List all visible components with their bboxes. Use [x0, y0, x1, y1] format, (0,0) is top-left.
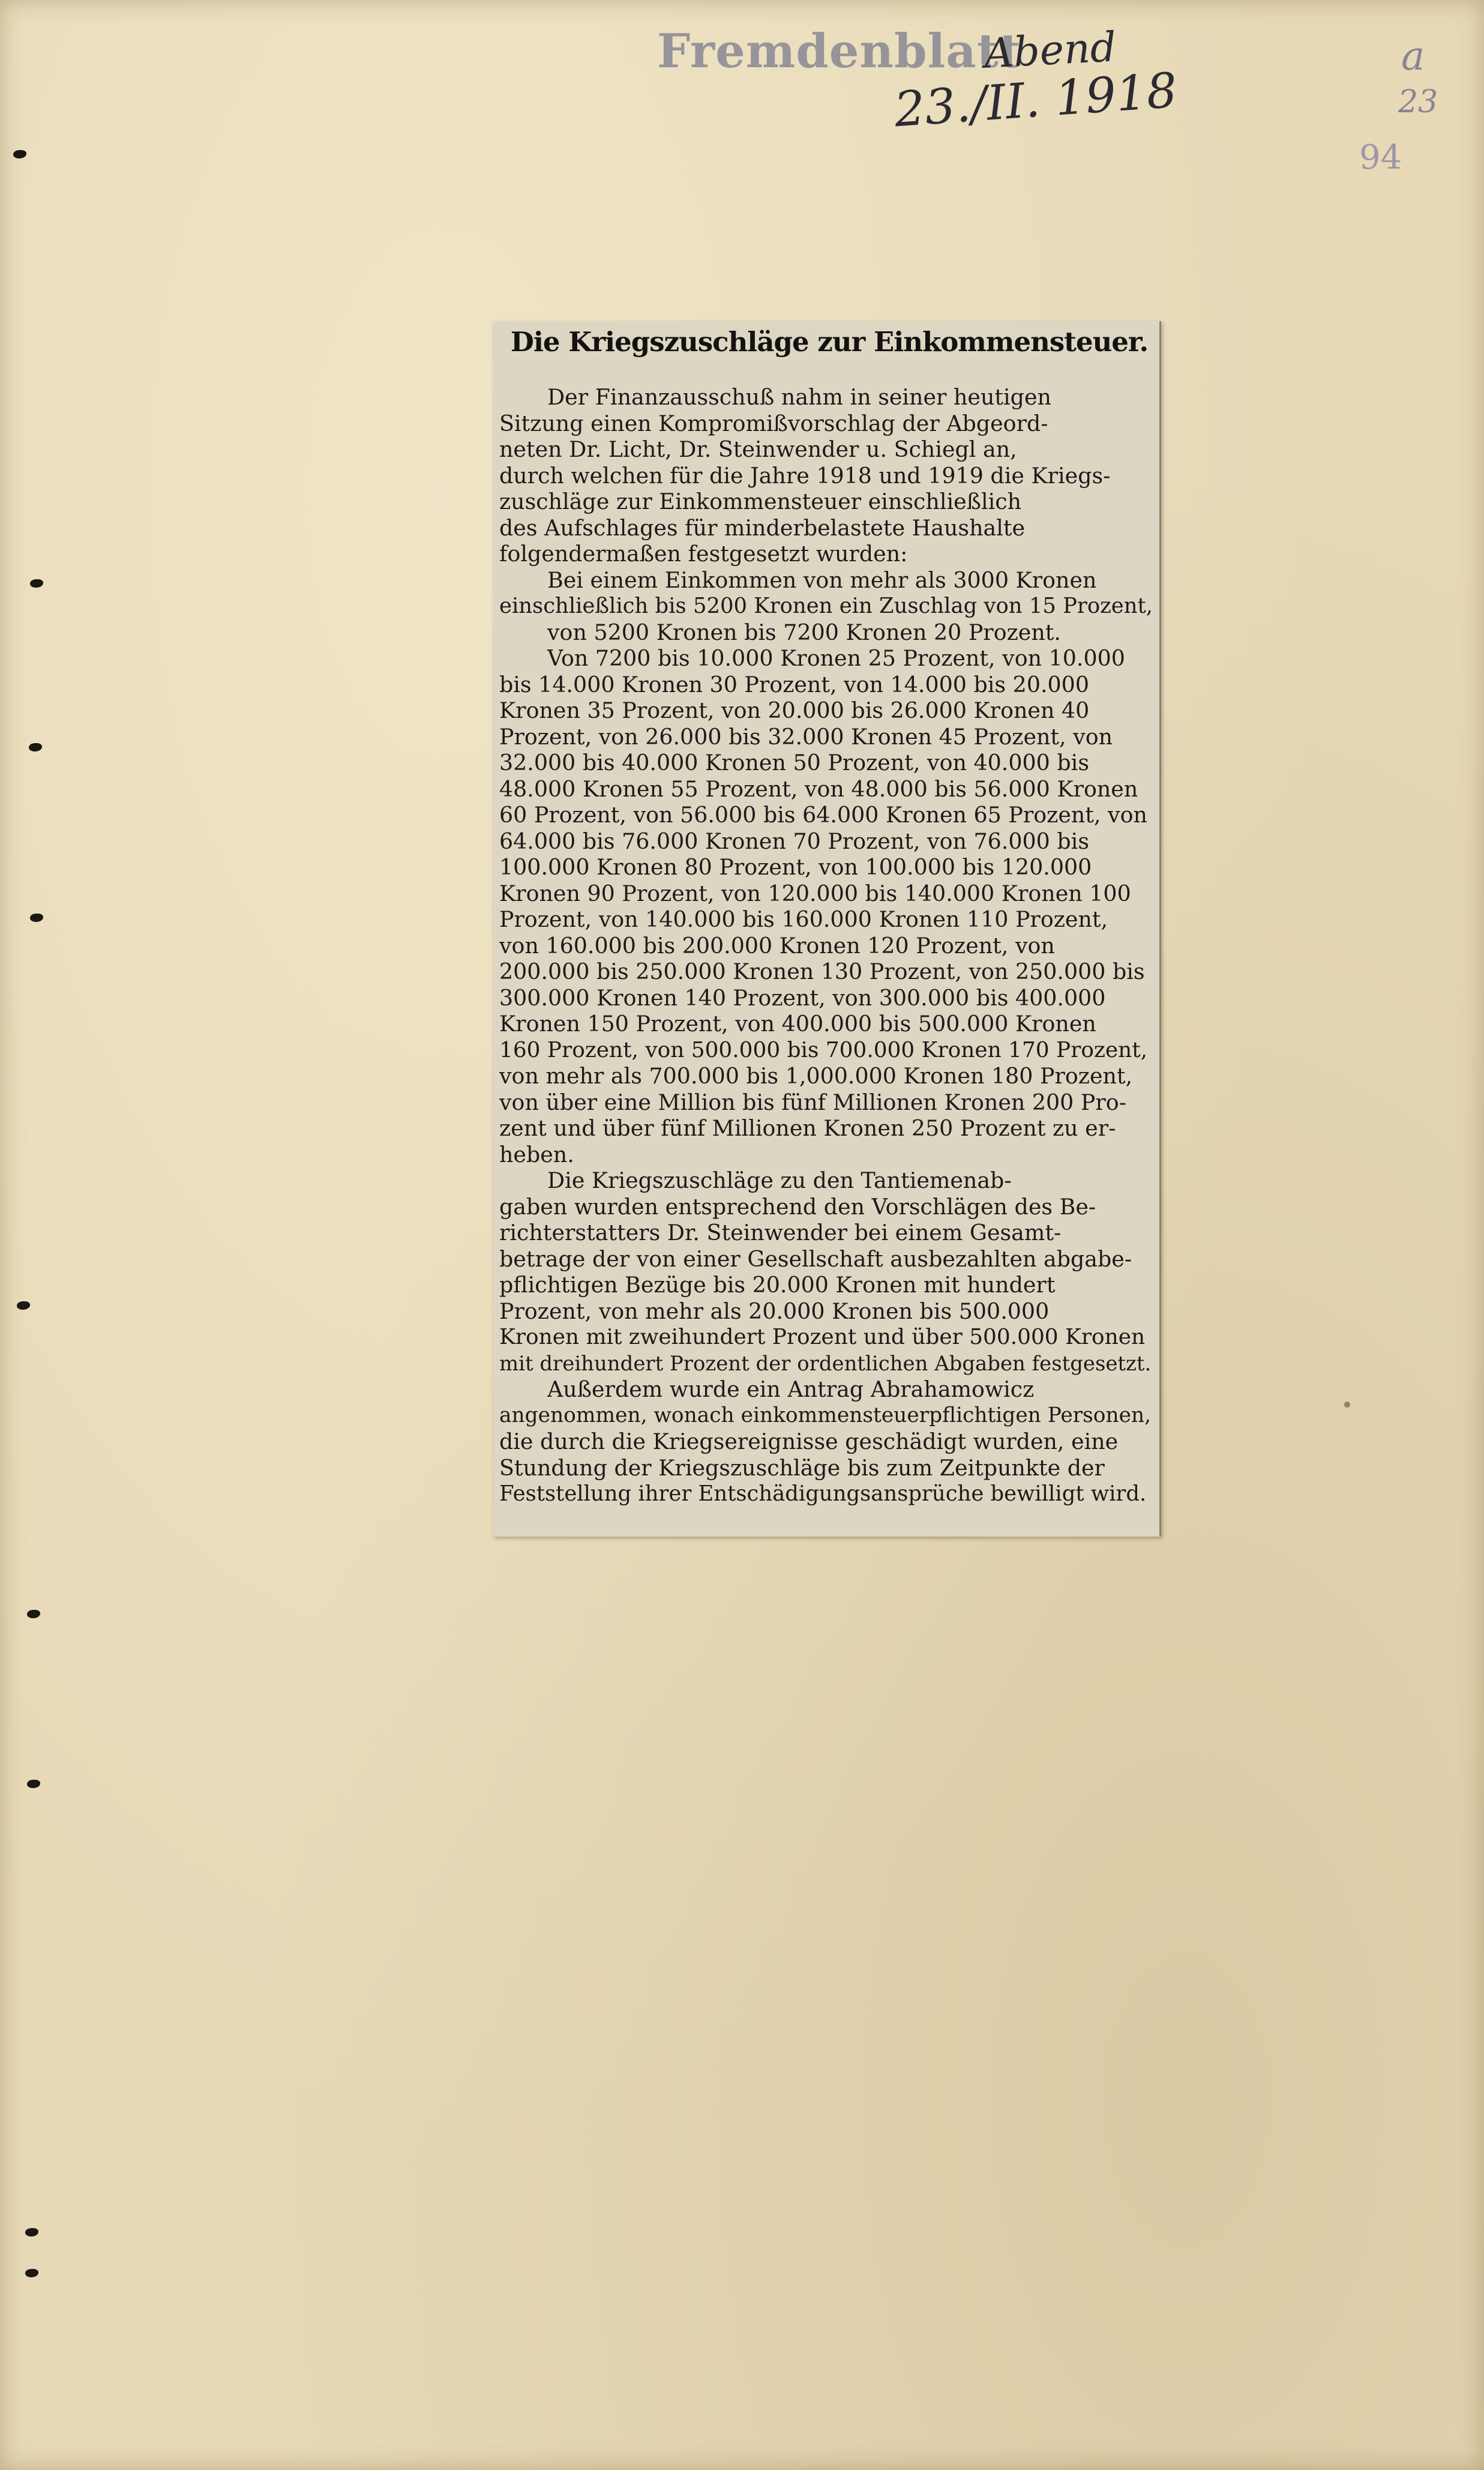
article-line: 100.000 Kronen 80 Prozent, von 100.000 bis 120.000 — [499, 854, 1092, 880]
article-line: Kronen mit zweihundert Prozent und über 500.000 Kronen — [499, 1325, 1146, 1349]
article-line: zuschläge zur Einkommensteuer einschließlich — [499, 489, 1022, 514]
article-body — [499, 384, 1153, 1507]
article-line: Kronen 35 Prozent, von 20.000 bis 26.000 Kronen 40 — [499, 697, 1090, 723]
binding-hole — [27, 1780, 40, 1788]
article-line: gaben wurden entsprechend den Vorschlägen des Be- — [499, 1193, 1096, 1220]
article-line: mit dreihundert Prozent der ordentlichen Abgaben festgesetzt. — [499, 1351, 1152, 1375]
pencil-corner-mark: a — [1401, 33, 1425, 79]
article-line: von mehr als 700.000 bis 1,000.000 Kronen 180 Prozent, — [499, 1063, 1133, 1089]
article-headline: Die Kriegszuschläge zur Einkommensteuer. — [510, 326, 1149, 358]
binding-hole — [27, 1610, 40, 1618]
article-line: pflichtigen Bezüge bis 20.000 Kronen mit hundert — [499, 1272, 1056, 1298]
article-line: Feststellung ihrer Entschädigungsansprüche bewilligt wird. — [499, 1481, 1147, 1506]
article-line: 60 Prozent, von 56.000 bis 64.000 Kronen 65 Prozent, von — [499, 802, 1147, 828]
article-line: Sitzung einen Kompromißvorschlag der Abgeord- — [499, 410, 1048, 436]
binding-hole — [25, 2228, 38, 2237]
binding-hole — [25, 2269, 38, 2277]
newspaper-stamp: Fremdenblatt — [657, 24, 1021, 79]
article-line: angenommen, wonach einkommensteuerpflichtigen Personen, — [499, 1403, 1152, 1427]
binding-hole — [30, 914, 43, 922]
article-line: 300.000 Kronen 140 Prozent, von 300.000 bis 400.000 — [499, 984, 1106, 1011]
binding-hole — [29, 743, 42, 752]
article-line: 160 Prozent, von 500.000 bis 700.000 Kronen 170 Prozent, — [499, 1037, 1148, 1062]
article-line: von 160.000 bis 200.000 Kronen 120 Prozent, von — [499, 932, 1055, 959]
article-line: 48.000 Kronen 55 Prozent, von 48.000 bis 56.000 Kronen — [499, 776, 1138, 802]
article-line: folgendermaßen festgesetzt wurden: — [499, 541, 908, 567]
article-line: durch welchen für die Jahre 1918 und 1919 die Kriegs- — [499, 462, 1111, 489]
article-line: Bei einem Einkommen von mehr als 3000 Kronen — [547, 567, 1097, 593]
article-line: des Aufschlages für minderbelastete Haushalte — [499, 514, 1026, 541]
article-line: die durch die Kriegsereignisse geschädigt wurden, eine — [499, 1429, 1119, 1454]
binding-hole — [13, 150, 26, 158]
article-line: richterstatters Dr. Steinwender bei einem Gesamt- — [499, 1220, 1062, 1246]
handwritten-edition: Abend — [983, 23, 1118, 78]
article-line: Prozent, von 140.000 bis 160.000 Kronen 110 Prozent, — [499, 906, 1108, 932]
article-line: von 5200 Kronen bis 7200 Kronen 20 Prozent. — [547, 619, 1061, 645]
newspaper-clipping — [493, 321, 1161, 1537]
article-line: einschließlich bis 5200 Kronen ein Zuschlag von 15 Prozent, — [499, 594, 1153, 618]
article-line: neten Dr. Licht, Dr. Steinwender u. Schiegl an, — [499, 436, 1017, 462]
article-line: Die Kriegszuschläge zu den Tantiemenab- — [547, 1167, 1012, 1193]
article-line: Prozent, von 26.000 bis 32.000 Kronen 45 Prozent, von — [499, 723, 1113, 750]
article-line: Prozent, von mehr als 20.000 Kronen bis 500.000 — [499, 1298, 1050, 1324]
article-line: bis 14.000 Kronen 30 Prozent, von 14.000 bis 20.000 — [499, 671, 1089, 697]
article-line: Kronen 150 Prozent, von 400.000 bis 500.000 Kronen — [499, 1011, 1096, 1037]
article-line: Der Finanzausschuß nahm in seiner heutigen — [547, 384, 1051, 410]
article-line: Von 7200 bis 10.000 Kronen 25 Prozent, von 10.000 — [547, 645, 1125, 671]
article-line: Stundung der Kriegszuschläge bis zum Zeitpunkte der — [499, 1454, 1105, 1481]
article-line: zent und über fünf Millionen Kronen 250 Prozent zu er- — [499, 1115, 1116, 1141]
article-line: 64.000 bis 76.000 Kronen 70 Prozent, von 76.000 bis — [499, 828, 1089, 854]
handwritten-date: 23./II. 1918 — [892, 62, 1179, 138]
pencil-page-number: 94 — [1359, 138, 1402, 177]
paper-speck — [1344, 1402, 1350, 1408]
article-line: betrage der von einer Gesellschaft ausbezahlten abgabe- — [499, 1246, 1132, 1272]
article-line: von über eine Million bis fünf Millionen Kronen 200 Pro- — [499, 1089, 1126, 1115]
article-line: heben. — [499, 1141, 574, 1167]
article-line: Kronen 90 Prozent, von 120.000 bis 140.000 Kronen 100 — [499, 880, 1131, 906]
article-line: 200.000 bis 250.000 Kronen 130 Prozent, von 250.000 bis — [499, 959, 1145, 984]
pencil-corner-number: 23 — [1398, 84, 1438, 120]
binding-hole — [30, 579, 43, 588]
binding-hole — [17, 1301, 30, 1310]
article-line: Außerdem wurde ein Antrag Abrahamowicz — [547, 1376, 1035, 1402]
article-line: 32.000 bis 40.000 Kronen 50 Prozent, von 40.000 bis — [499, 750, 1089, 776]
